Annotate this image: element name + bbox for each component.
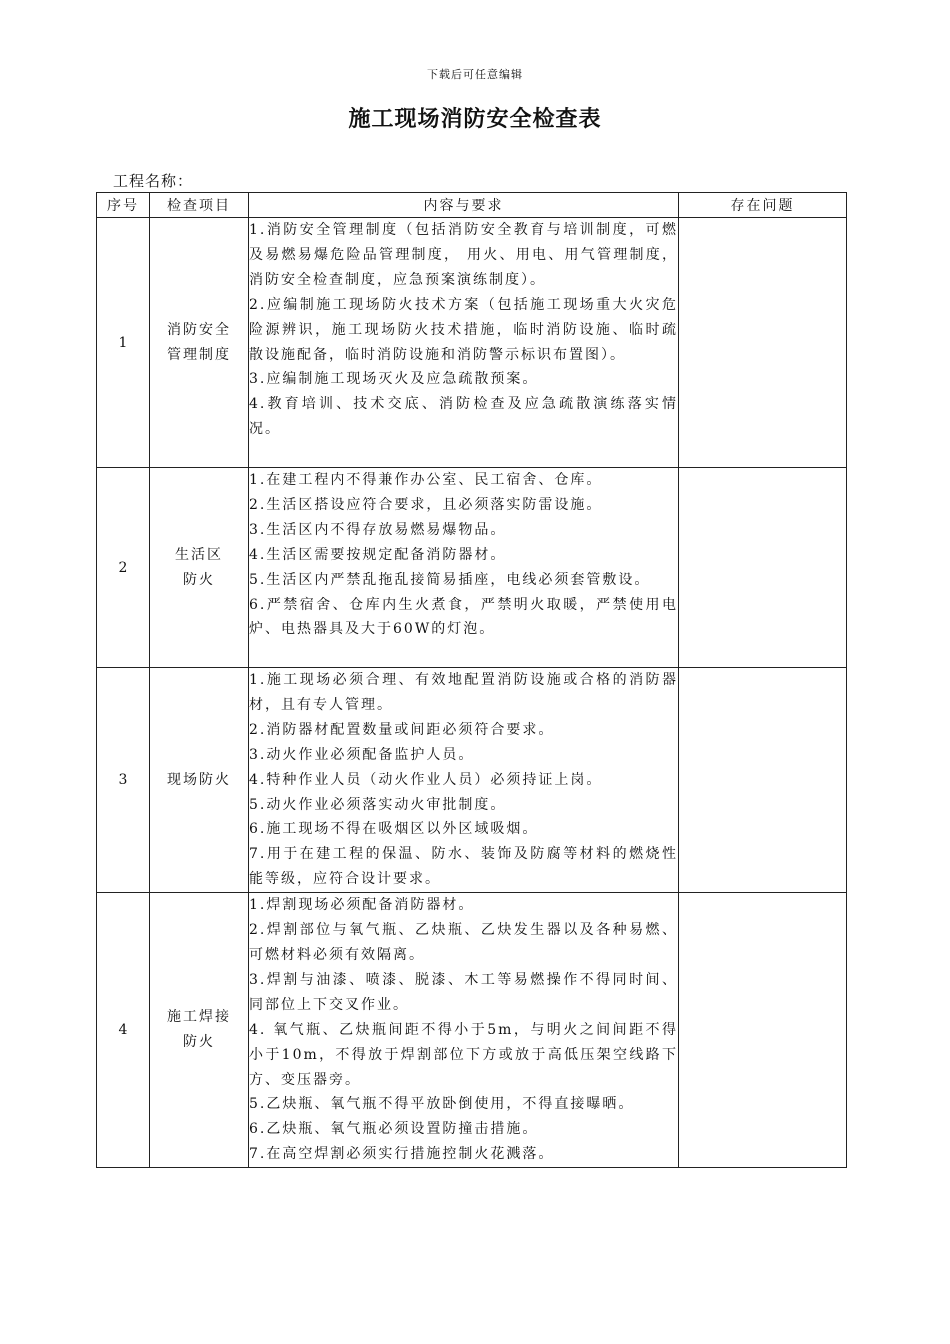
header-check-item: 检查项目 xyxy=(150,193,249,218)
requirement-item: 4.特种作业人员（动火作业人员）必须持证上岗。 xyxy=(249,771,603,788)
requirement-item: 2.消防器材配置数量或间距必须符合要求。 xyxy=(249,721,555,738)
row-content xyxy=(249,668,679,893)
requirement-item: 3.应编制施工现场灭火及应急疏散预案。 xyxy=(249,371,539,388)
table-row xyxy=(97,893,847,1168)
row-serial-no: 1 xyxy=(97,218,150,468)
row-content xyxy=(249,468,679,668)
requirement-item: 4.生活区需要按规定配备消防器材。 xyxy=(249,546,507,563)
requirement-item: 7.用于在建工程的保温、防水、装饰及防腐等材料的燃烧性能等级，应符合设计要求。 xyxy=(249,846,678,888)
check-item-line: 生活区 xyxy=(175,546,223,563)
check-item-line: 防火 xyxy=(183,571,215,588)
requirement-item: 1.焊割现场必须配备消防器材。 xyxy=(249,897,475,914)
row-issue xyxy=(679,218,847,468)
requirement-item: 5.生活区内严禁乱拖乱接简易插座，电线必须套管敷设。 xyxy=(249,571,651,588)
requirement-item: 3.动火作业必须配备监护人员。 xyxy=(249,746,475,763)
inspection-table xyxy=(96,192,847,1168)
requirement-item: 6.严禁宿舍、仓库内生火煮食，严禁明火取暖，严禁使用电炉、电热器具及大于60W的灯泡。 xyxy=(249,596,678,638)
check-item-line: 消防安全 xyxy=(167,321,231,338)
requirement-item: 4. 氧气瓶、乙炔瓶间距不得小于5m，与明火之间间距不得小于10m，不得放于焊割部位下方或放于高低压架空线路下方、变压器旁。 xyxy=(249,1021,678,1088)
header-existing-problems: 存在问题 xyxy=(679,193,847,218)
project-name-label: 工程名称： xyxy=(113,172,194,190)
requirement-item: 5.动火作业必须落实动火审批制度。 xyxy=(249,796,507,813)
requirement-item: 4.教育培训、技术交底、消防检查及应急疏散演练落实情况。 xyxy=(249,396,678,438)
header-serial-no: 序号 xyxy=(97,193,150,218)
row-issue xyxy=(679,468,847,668)
table-row xyxy=(97,218,847,468)
table-row xyxy=(97,468,847,668)
check-item-line: 现场防火 xyxy=(167,771,231,788)
row-content xyxy=(249,218,679,468)
requirement-item: 3.生活区内不得存放易燃易爆物品。 xyxy=(249,521,507,538)
row-check-item xyxy=(150,893,249,1168)
requirement-item: 1.消防安全管理制度（包括消防安全教育与培训制度，可燃及易燃易爆危险品管理制度， 用火、用电、用气管理制度，消防安全检查制度，应急预案演练制度）。 xyxy=(249,222,678,288)
table-header-row xyxy=(97,193,847,218)
row-issue xyxy=(679,668,847,893)
row-serial-no: 4 xyxy=(97,893,150,1168)
row-serial-no: 2 xyxy=(97,468,150,668)
requirement-item: 1.在建工程内不得兼作办公室、民工宿舍、仓库。 xyxy=(249,472,603,488)
document-title: 施工现场消防安全检查表 xyxy=(348,106,602,132)
check-item-line: 防火 xyxy=(183,1034,215,1051)
table-row xyxy=(97,668,847,893)
row-check-item xyxy=(150,468,249,668)
header-content-requirements: 内容与要求 xyxy=(249,193,679,218)
check-item-line: 管理制度 xyxy=(167,346,231,363)
row-content xyxy=(249,893,679,1168)
requirement-item: 2.应编制施工现场防火技术方案（包括施工现场重大火灾危险源辨识，施工现场防火技术措施，临时消防设施、临时疏散设施配备，临时消防设施和消防警示标识布置图）。 xyxy=(249,296,678,363)
header-note: 下载后可任意编辑 xyxy=(427,68,523,81)
requirement-item: 3.焊割与油漆、喷漆、脱漆、木工等易燃操作不得同时间、同部位上下交叉作业。 xyxy=(249,971,678,1013)
requirement-item: 2.焊割部位与氧气瓶、乙炔瓶、乙炔发生器以及各种易燃、可燃材料必须有效隔离。 xyxy=(249,922,678,963)
requirement-item: 6.施工现场不得在吸烟区以外区域吸烟。 xyxy=(249,821,539,838)
requirement-item: 5.乙炔瓶、氧气瓶不得平放卧倒使用，不得直接曝晒。 xyxy=(249,1096,635,1113)
row-serial-no: 3 xyxy=(97,668,150,893)
check-item-line: 施工焊接 xyxy=(167,1009,231,1026)
requirement-item: 6.乙炔瓶、氧气瓶必须设置防撞击措施。 xyxy=(249,1121,539,1138)
row-issue xyxy=(679,893,847,1168)
requirement-item: 1.施工现场必须合理、有效地配置消防设施或合格的消防器材，且有专人管理。 xyxy=(249,672,678,713)
row-check-item xyxy=(150,218,249,468)
requirement-item: 7.在高空焊割必须实行措施控制火花溅落。 xyxy=(249,1146,555,1163)
requirement-item: 2.生活区搭设应符合要求，且必须落实防雷设施。 xyxy=(249,496,603,513)
row-check-item xyxy=(150,668,249,893)
